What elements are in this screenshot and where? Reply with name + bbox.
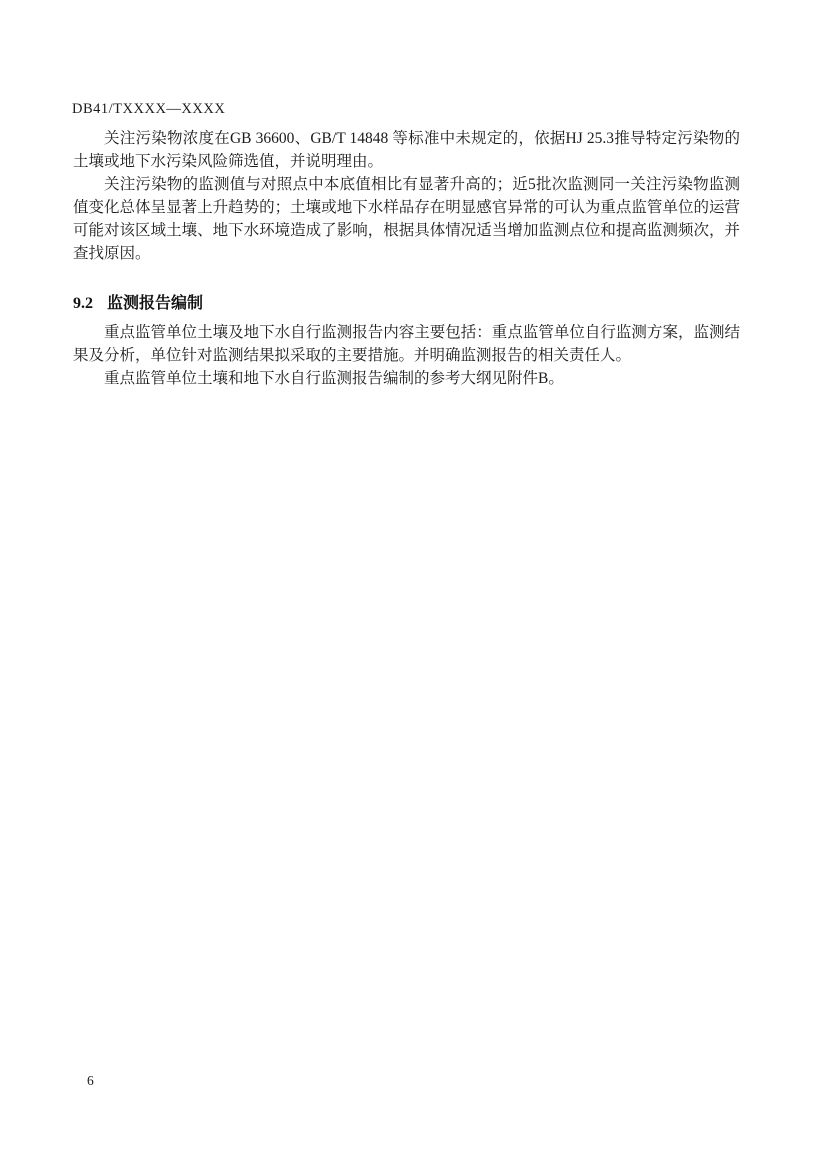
document-body: [73, 127, 740, 390]
paragraph-screening-values: 关注污染物浓度在GB 36600、GB/T 14848 等标准中未规定的，依据HJ 25.3推导特定污染物的土壤或地下水污染风险筛选值，并说明理由。: [73, 130, 740, 170]
page-number: 6: [87, 1073, 94, 1088]
paragraph-monitoring-anomalies: 关注污染物的监测值与对照点中本底值相比有显著升高的；近5批次监测同一关注污染物监测值变化总体呈显著上升趋势的；土壤或地下水样品存在明显感官异常的可认为重点监管单位的运营可能对该区域土壤、地下水环境造成了影响，根据具体情况适当增加监测点位和提高监测频次，并查找原因。: [73, 176, 740, 262]
document-code-header: DB41/TXXXX—XXXX: [72, 101, 226, 117]
paragraph-report-contents: 重点监管单位土壤及地下水自行监测报告内容主要包括：重点监管单位自行监测方案，监测结果及分析，单位针对监测结果拟采取的主要措施。并明确监测报告的相关责任人。: [73, 324, 740, 364]
section-number: 9.2: [73, 295, 93, 312]
section-heading: [73, 292, 740, 315]
paragraph-report-outline: 重点监管单位土壤和地下水自行监测报告编制的参考大纲见附件B。: [104, 370, 564, 387]
section-title: 监测报告编制: [107, 295, 204, 312]
